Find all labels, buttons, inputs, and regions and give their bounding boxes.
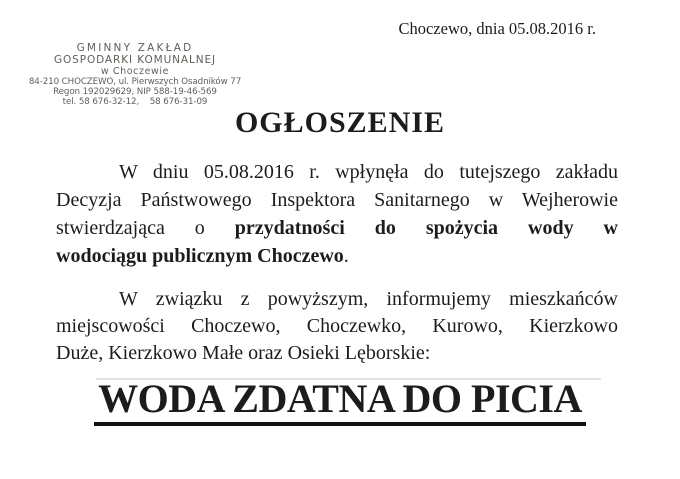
water-potable-headline: WODA ZDATNA DO PICIA — [94, 377, 586, 426]
text-segment: stwierdzająca o — [56, 217, 205, 239]
text-segment-bold: wodociągu publicznym Choczewo — [56, 245, 344, 267]
stamp-line-phone: tel. 58 676-32-12, 58 676-31-09 — [62, 97, 208, 107]
text-line: Duże, Kierzkowo Małe oraz Osieki Lęborskie: — [56, 342, 431, 364]
paragraph-1 — [56, 158, 618, 270]
text-segment: . — [343, 245, 349, 267]
stamp-line-org-name-1: GMINNY ZAKŁAD — [76, 42, 194, 54]
date-line: Choczewo, dnia 05.08.2016 r. — [398, 19, 596, 38]
stamp-line-locality: w Choczewie — [100, 66, 170, 77]
text-segment-bold: przydatności do spożycia wody w — [234, 217, 618, 239]
text-line — [56, 214, 618, 242]
text-line: W dniu 05.08.2016 r. wpłynęła do tutejszego zakładu — [119, 161, 618, 183]
paragraph-2 — [56, 286, 618, 367]
stamp-line-address: 84-210 CHOCZEWO, ul. Pierwszych Osadników 77 — [28, 77, 242, 87]
stamp-line-org-name-2: GOSPODARKI KOMUNALNEJ — [53, 54, 217, 66]
headline-row — [0, 377, 680, 426]
stamp-line-regon-nip: Regon 192029629, NIP 588-19-46-569 — [53, 87, 217, 97]
company-stamp — [27, 42, 243, 107]
text-line — [56, 242, 618, 270]
text-line: Decyzja Państwowego Inspektora Sanitarnego w Wejherowie — [56, 189, 618, 211]
text-line: miejscowości Choczewo, Choczewko, Kurowo, Kierzkowo — [56, 315, 618, 337]
announcement-title: OGŁOSZENIE — [234, 106, 446, 139]
text-line: W związku z powyższym, informujemy mieszkańców — [119, 288, 618, 310]
